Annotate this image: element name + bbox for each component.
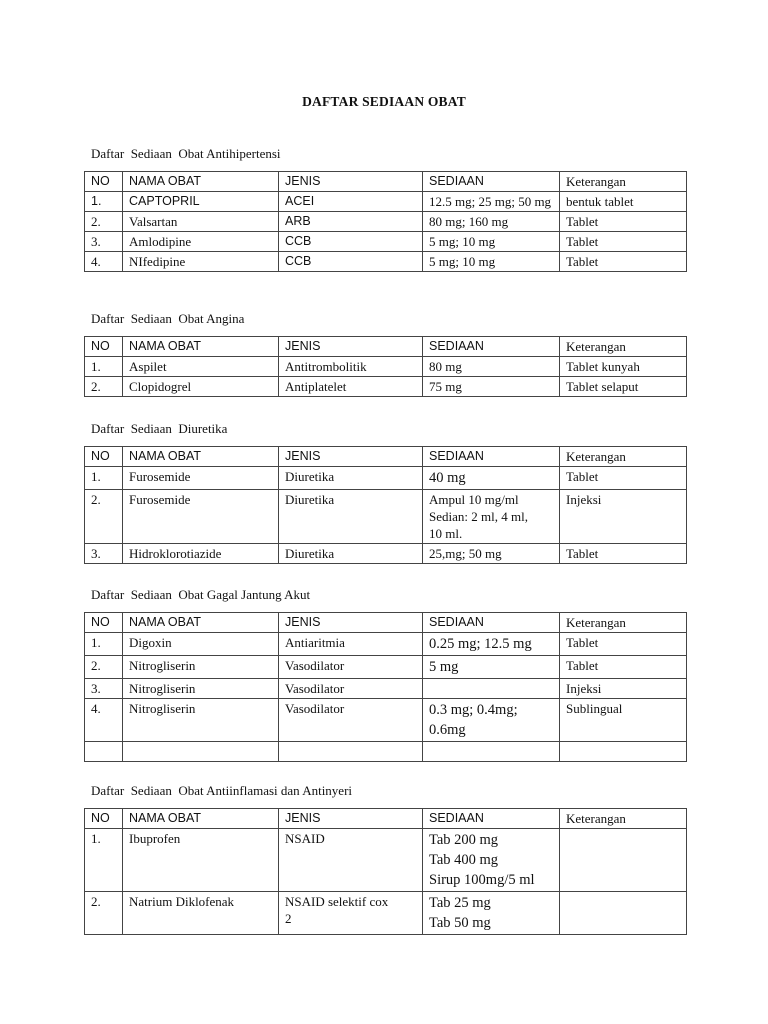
cell-nama-obat: Furosemide [123, 467, 279, 490]
cell-keterangan: Tablet kunyah [560, 357, 687, 377]
drug-table [84, 446, 687, 564]
header-jenis: JENIS [279, 337, 423, 357]
cell-sediaan: 80 mg; 160 mg [423, 212, 560, 232]
cell-nama-obat: NIfedipine [123, 252, 279, 272]
cell-sediaan: 80 mg [423, 357, 560, 377]
header-nama-obat: NAMA OBAT [123, 809, 279, 829]
section-gagal-jantung-akut [84, 587, 686, 762]
cell-no: 2. [85, 892, 123, 935]
header-sediaan: SEDIAAN [423, 809, 560, 829]
cell-jenis: Antiplatelet [279, 377, 423, 397]
table-header-row [85, 613, 687, 633]
cell-jenis: ARB [279, 212, 423, 232]
header-jenis: JENIS [279, 172, 423, 192]
cell-jenis: Diuretika [279, 467, 423, 490]
drug-table [84, 171, 687, 272]
header-sediaan: SEDIAAN [423, 613, 560, 633]
section-title: Daftar Sediaan Obat Antiinflamasi dan Antinyeri [91, 783, 353, 798]
cell-sediaan: 25,mg; 50 mg [423, 544, 560, 564]
table-row-empty [85, 742, 687, 762]
cell-no: 4. [85, 252, 123, 272]
table-row [85, 467, 687, 490]
section-antihipertensi [84, 146, 686, 272]
table-row [85, 656, 687, 679]
header-keterangan: Keterangan [560, 337, 687, 357]
header-keterangan: Keterangan [560, 172, 687, 192]
cell-keterangan: Injeksi [560, 679, 687, 699]
cell-sediaan: 5 mg; 10 mg [423, 232, 560, 252]
cell-sediaan: Ampul 10 mg/ml Sedian: 2 ml, 4 ml, 10 ml. [423, 490, 560, 544]
cell-sediaan: 5 mg [423, 656, 560, 679]
table-header-row [85, 809, 687, 829]
cell-jenis: Vasodilator [279, 656, 423, 679]
table-row [85, 212, 687, 232]
cell-nama-obat: Ibuprofen [123, 829, 279, 892]
cell-jenis: Vasodilator [279, 679, 423, 699]
table-row [85, 544, 687, 564]
cell-jenis: NSAID selektif cox 2 [279, 892, 423, 935]
table-row [85, 679, 687, 699]
cell-keterangan [560, 892, 687, 935]
section-antiinflamasi-antinyeri [84, 783, 686, 935]
cell-nama-obat: Nitrogliserin [123, 679, 279, 699]
section-diuretika [84, 421, 686, 564]
cell-jenis: Diuretika [279, 490, 423, 544]
cell-nama-obat: Aspilet [123, 357, 279, 377]
cell-sediaan: 75 mg [423, 377, 560, 397]
cell-nama-obat: Valsartan [123, 212, 279, 232]
cell-nama-obat [123, 742, 279, 762]
cell-jenis: Antiaritmia [279, 633, 423, 656]
table-header-row [85, 172, 687, 192]
cell-no: 2. [85, 377, 123, 397]
header-no: NO [85, 447, 123, 467]
header-keterangan: Keterangan [560, 809, 687, 829]
section-title: Daftar Sediaan Obat Gagal Jantung Akut [91, 587, 311, 602]
table-row [85, 699, 687, 742]
header-nama-obat: NAMA OBAT [123, 447, 279, 467]
table-row [85, 633, 687, 656]
cell-keterangan: Tablet [560, 467, 687, 490]
header-no: NO [85, 613, 123, 633]
cell-sediaan: 0.3 mg; 0.4mg; 0.6mg [423, 699, 560, 742]
cell-sediaan: Tab 200 mg Tab 400 mg Sirup 100mg/5 ml [423, 829, 560, 892]
cell-jenis: CCB [279, 232, 423, 252]
cell-no: 2. [85, 212, 123, 232]
table-header-row [85, 337, 687, 357]
table-row [85, 357, 687, 377]
drug-table [84, 612, 687, 762]
cell-jenis: Vasodilator [279, 699, 423, 742]
section-angina [84, 311, 686, 397]
section-title: Daftar Sediaan Obat Angina [91, 311, 245, 326]
table-row [85, 892, 687, 935]
cell-no: 2. [85, 490, 123, 544]
header-nama-obat: NAMA OBAT [123, 172, 279, 192]
cell-nama-obat: CAPTOPRIL [123, 192, 279, 212]
document-title: DAFTAR SEDIAAN OBAT [302, 94, 466, 109]
cell-jenis: ACEI [279, 192, 423, 212]
cell-nama-obat: Nitrogliserin [123, 656, 279, 679]
cell-keterangan: Tablet [560, 232, 687, 252]
cell-no: 1. [85, 357, 123, 377]
header-sediaan: SEDIAAN [423, 337, 560, 357]
cell-nama-obat: Hidroklorotiazide [123, 544, 279, 564]
header-no: NO [85, 809, 123, 829]
drug-table [84, 808, 687, 935]
table-row [85, 377, 687, 397]
table-row [85, 192, 687, 212]
header-jenis: JENIS [279, 613, 423, 633]
cell-keterangan [560, 829, 687, 892]
cell-jenis: CCB [279, 252, 423, 272]
cell-no: 1. [85, 192, 123, 212]
cell-no: 3. [85, 679, 123, 699]
header-no: NO [85, 337, 123, 357]
cell-no: 1. [85, 633, 123, 656]
drug-table [84, 336, 687, 397]
header-nama-obat: NAMA OBAT [123, 613, 279, 633]
cell-jenis: Diuretika [279, 544, 423, 564]
section-title: Daftar Sediaan Obat Antihipertensi [91, 146, 281, 161]
cell-jenis: NSAID [279, 829, 423, 892]
cell-keterangan: Sublingual [560, 699, 687, 742]
section-title: Daftar Sediaan Diuretika [91, 421, 228, 436]
cell-jenis [279, 742, 423, 762]
table-row [85, 490, 687, 544]
cell-no: 2. [85, 656, 123, 679]
cell-nama-obat: Amlodipine [123, 232, 279, 252]
cell-sediaan: Tab 25 mg Tab 50 mg [423, 892, 560, 935]
cell-sediaan: 40 mg [423, 467, 560, 490]
header-nama-obat: NAMA OBAT [123, 337, 279, 357]
header-jenis: JENIS [279, 809, 423, 829]
table-header-row [85, 447, 687, 467]
header-sediaan: SEDIAAN [423, 447, 560, 467]
cell-keterangan: bentuk tablet [560, 192, 687, 212]
header-keterangan: Keterangan [560, 613, 687, 633]
cell-keterangan: Tablet [560, 212, 687, 232]
table-row [85, 252, 687, 272]
cell-keterangan: Tablet [560, 633, 687, 656]
cell-no: 4. [85, 699, 123, 742]
header-keterangan: Keterangan [560, 447, 687, 467]
cell-nama-obat: Nitrogliserin [123, 699, 279, 742]
cell-nama-obat: Clopidogrel [123, 377, 279, 397]
cell-keterangan: Injeksi [560, 490, 687, 544]
cell-sediaan: 12.5 mg; 25 mg; 50 mg [423, 192, 560, 212]
cell-keterangan: Tablet selaput [560, 377, 687, 397]
table-row [85, 829, 687, 892]
table-row [85, 232, 687, 252]
cell-sediaan [423, 679, 560, 699]
cell-sediaan: 5 mg; 10 mg [423, 252, 560, 272]
cell-nama-obat: Natrium Diklofenak [123, 892, 279, 935]
cell-nama-obat: Digoxin [123, 633, 279, 656]
cell-keterangan [560, 742, 687, 762]
cell-no: 1. [85, 467, 123, 490]
header-jenis: JENIS [279, 447, 423, 467]
cell-sediaan [423, 742, 560, 762]
header-sediaan: SEDIAAN [423, 172, 560, 192]
cell-no: 3. [85, 232, 123, 252]
cell-sediaan: 0.25 mg; 12.5 mg [423, 633, 560, 656]
cell-no: 3. [85, 544, 123, 564]
cell-no [85, 742, 123, 762]
cell-keterangan: Tablet [560, 656, 687, 679]
cell-keterangan: Tablet [560, 544, 687, 564]
cell-nama-obat: Furosemide [123, 490, 279, 544]
cell-no: 1. [85, 829, 123, 892]
cell-keterangan: Tablet [560, 252, 687, 272]
header-no: NO [85, 172, 123, 192]
cell-jenis: Antitrombolitik [279, 357, 423, 377]
